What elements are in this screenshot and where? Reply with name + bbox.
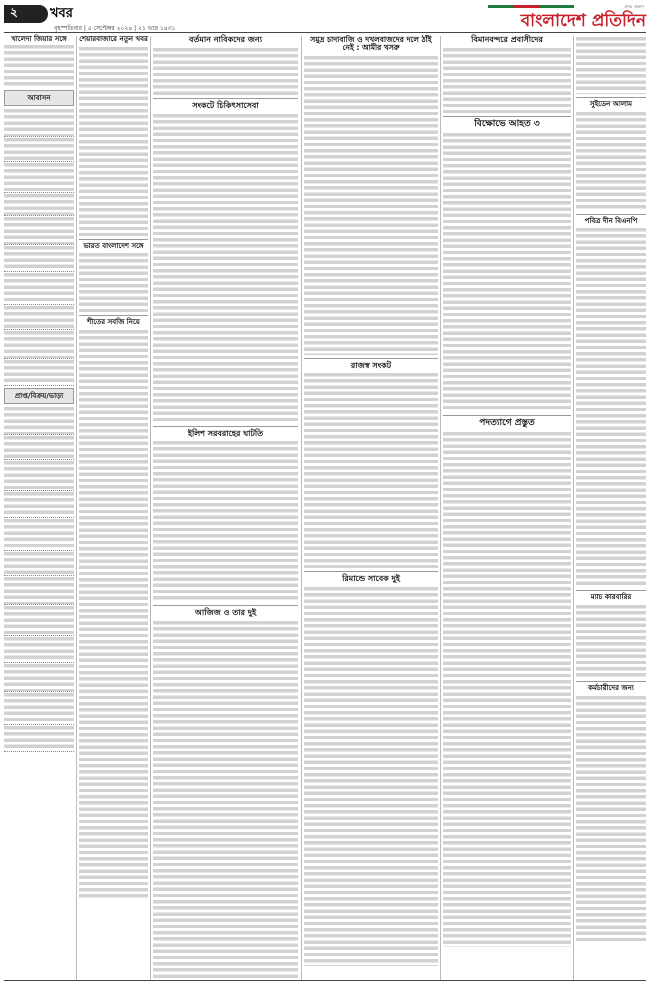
article-body [576,695,646,943]
article-body [443,132,571,412]
classified-ad [4,551,74,576]
article-body [576,111,646,211]
article-body [79,252,148,312]
article-headline: সমুদ্র চাদাবাজি ও দখলবাজদের দলে ঠাঁই নেই : আমীর খসরু [310,35,432,53]
footer-rule [4,980,646,981]
classified-ad [4,193,74,216]
logo-text: বাংলাদেশ প্রতিদিন [520,11,646,31]
classifieds-column [4,36,74,752]
article-headline: সংকটে চিকিৎসাসেবা [192,100,259,110]
article-headline: ভারত বাংলাদেশ সঙ্গে [83,241,144,250]
article-headline: পবিত্র দীন বিএনপি [584,216,638,225]
article-headline: বর্তমান নাবিকদের জন্য [188,35,263,44]
article-body [304,372,438,568]
divider [576,590,646,591]
article-headline: রাজস্ব সংকট [350,360,392,370]
classified-ad [4,162,74,193]
article-body [304,586,438,966]
divider [153,605,298,606]
classified-ad [4,692,74,725]
divider [79,315,148,316]
article-headline: রিমান্ডে সাবেক দুই [342,574,400,584]
news-column-2 [153,36,298,980]
article-body [576,227,646,587]
classified-ad [4,272,74,305]
article-headline: কর্মচারীদের জন্য [588,684,634,693]
article-body [443,431,571,947]
masthead-logo [486,4,646,31]
classified-ad [4,605,74,636]
classified-ad [4,406,74,435]
article-body [79,329,148,899]
classified-ad [4,108,74,137]
column-divider [573,36,574,980]
column-divider [150,36,151,980]
news-column-5 [576,36,646,943]
article-body [4,44,74,88]
article-headline: খালেদা জিয়ার সঙ্গে [11,35,67,43]
article-body [304,55,438,355]
news-column-1 [79,36,148,899]
column-divider [301,36,302,980]
article-body [576,604,646,678]
classified-heading: আবাসন [4,90,74,106]
classified-ad [4,359,74,386]
classified-ad [4,518,74,551]
article-headline: পদত্যাগে প্রস্তুত [479,417,535,428]
divider [304,358,438,359]
article-headline: বিমানবন্দরে প্রবাসীদের [471,35,543,44]
article-headline: বিক্ষোভে আহত ৩ [474,118,540,129]
classified-heading: প্রাপ্ত/বিক্রয়/ভাড়া [4,388,74,404]
classified-ad [4,663,74,692]
article-body [153,47,298,95]
classified-ad [4,330,74,359]
divider [153,98,298,99]
logo-tagline: প্রথম প্রকাশ [624,4,644,9]
classified-ad [4,725,74,752]
article-headline: ম্যাচ কারবারির [590,593,632,602]
issue-date: বৃহস্পতিবার | ৫ সেপ্টেম্বর ২০২৪ | ২১ ভাদ্র ১৪৩১ [54,25,176,32]
divider [443,116,571,117]
classified-ad [4,305,74,330]
news-column-3 [304,36,438,966]
divider [304,571,438,572]
article-body [443,47,571,113]
classified-ad [4,576,74,605]
page-header [4,3,646,33]
news-column-4 [443,36,571,947]
article-body [153,440,298,602]
article-body [153,113,298,423]
page-number-badge: ২ [4,5,48,23]
divider [79,239,148,240]
divider [576,681,646,682]
article-body [79,46,148,236]
divider [153,426,298,427]
classified-ad [4,435,74,460]
header-rule [4,32,646,33]
classified-ad [4,491,74,518]
article-headline: ইলিশ সরবরাহের ঘাটতি [187,428,264,438]
section-title: খবর [50,6,73,21]
article-body [153,620,298,980]
column-divider [440,36,441,980]
classified-ad [4,137,74,162]
classified-ad [4,636,74,663]
column-divider [76,36,77,980]
article-headline: শীতের সবজি নিয়ে [87,318,140,327]
divider [443,415,571,416]
article-headline: শেয়ারবাজারে নতুন খবর [79,35,148,43]
divider [576,214,646,215]
classified-ad [4,216,74,245]
article-body [576,36,646,94]
classified-ad [4,460,74,491]
classified-ad [4,245,74,272]
article-headline: আজিজ ও তার দুই [194,608,257,618]
article-headline: সুইডেন আলাম [589,100,633,108]
divider [576,97,646,98]
